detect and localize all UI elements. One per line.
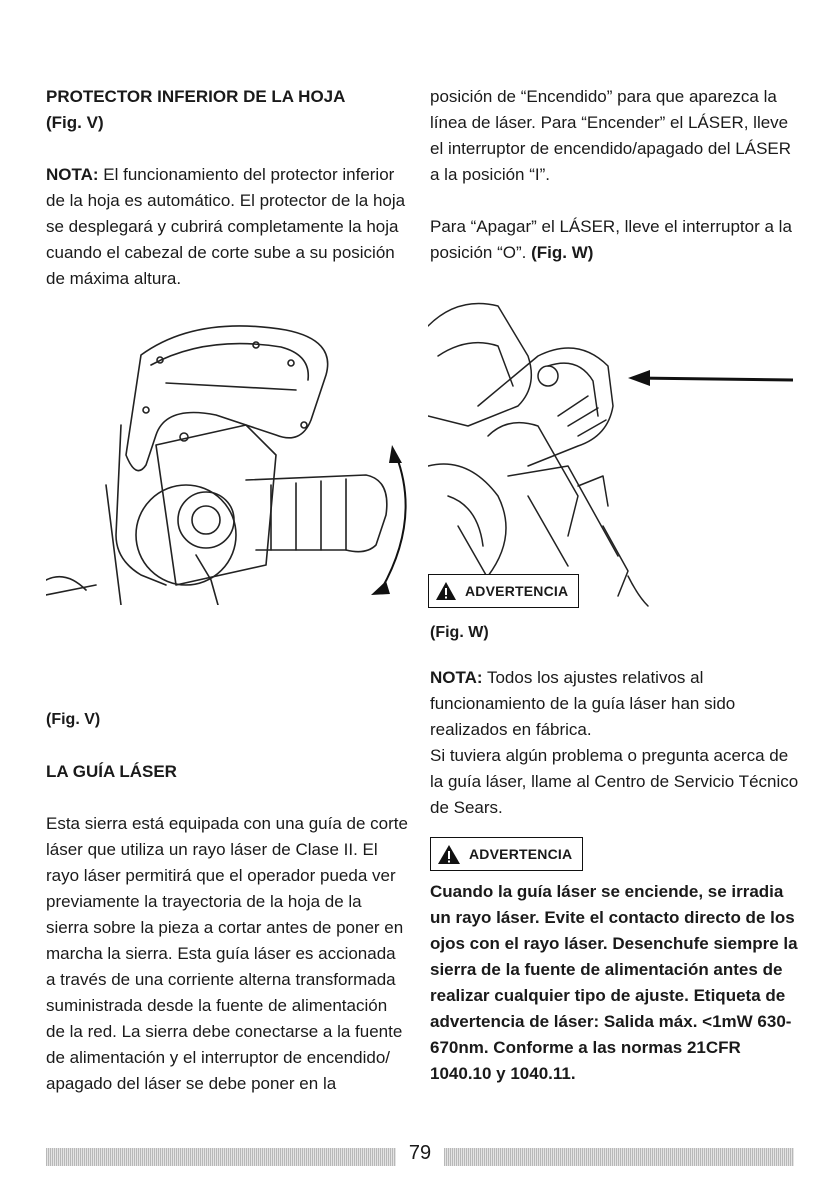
section-title-laser-guide: LA GUÍA LÁSER [46,762,177,781]
section-title-lower-guard: PROTECTOR INFERIOR DE LA HOJA [46,87,346,106]
left-column-bottom [46,707,408,1097]
laser-off-paragraph [430,214,805,266]
fig-w-label: (Fig. W) [430,624,489,641]
section-title-fig-ref: (Fig. V) [46,113,104,132]
warning-word: ADVERTENCIA [469,846,573,862]
nota-factory-paragraph [430,665,805,743]
laser-switch-figure [428,296,798,616]
laser-guide-paragraph: Esta sierra está equipada con una guía de corte láser que utiliza un rayo láser de Clase II. El rayo láser permitirá que el operador pueda ver previamente la trayectoria de la hoja de la sierra sobre la pieza a cortar antes de poner en marcha la sierra. Esta guía láser es accionada a través de una corriente alterna transformada suministrada desde la fuente de alimentación de la red. La sierra debe conectarse a la fuente de alimentación y el interruptor de encendido/ apagado del láser se debe poner en la [46,814,408,1093]
laser-switch-illustration [428,296,798,616]
saw-guard-illustration [46,305,416,605]
fig-w-warning-label [428,574,579,608]
nota-factory-text: Todos los ajustes relativos al funcionamiento de la guía láser han sido realizados en fábrica. [430,668,736,739]
right-column-bottom [430,620,805,1087]
warning-label [430,837,583,871]
footer-bar-right [444,1148,794,1166]
fig-v-label: (Fig. V) [46,711,101,728]
page-number: 79 [408,1142,432,1164]
nota-label: NOTA: [46,165,99,184]
nota-label: NOTA: [430,668,483,687]
warning-triangle-icon [437,844,461,865]
laser-off-fig-ref: (Fig. W) [531,243,594,262]
footer-bar-left [46,1148,396,1166]
nota-text: El funcionamiento del protector inferior de la hoja es automático. El protector de la hoja se desplegará y cubrirá completamente la hoja cuando el cabezal de corte sube a su posición de máxima altura. [46,165,406,288]
right-column-top [430,84,805,266]
left-column-top [46,84,408,292]
laser-off-text: Para “Apagar” el LÁSER, lleve el interruptor a la posición “O”. [430,217,792,262]
fig-w-warning-word: ADVERTENCIA [465,583,569,599]
service-paragraph: Si tuviera algún problema o pregunta acerca de la guía láser, llame al Centro de Servicio Técnico de Sears. [430,746,799,817]
warning-triangle-icon [435,581,457,601]
warning-text: Cuando la guía láser se enciende, se irradia un rayo láser. Evite el contacto directo de los ojos con el rayo láser. Desenchufe siempre la sierra de la fuente de alimentación antes de realizar cualquier tipo de ajuste. Etiqueta de advertencia de láser: Salida máx. <1mW 630-670nm. Conforme a las normas 21CFR 1040.10 y 1040.11. [430,881,798,1083]
nota-paragraph [46,162,408,292]
laser-on-paragraph: posición de “Encendido” para que aparezca la línea de láser. Para “Encender” el LÁSER, lleve el interruptor de encendido/apagado del LÁSER a la posición “I”. [430,87,792,184]
